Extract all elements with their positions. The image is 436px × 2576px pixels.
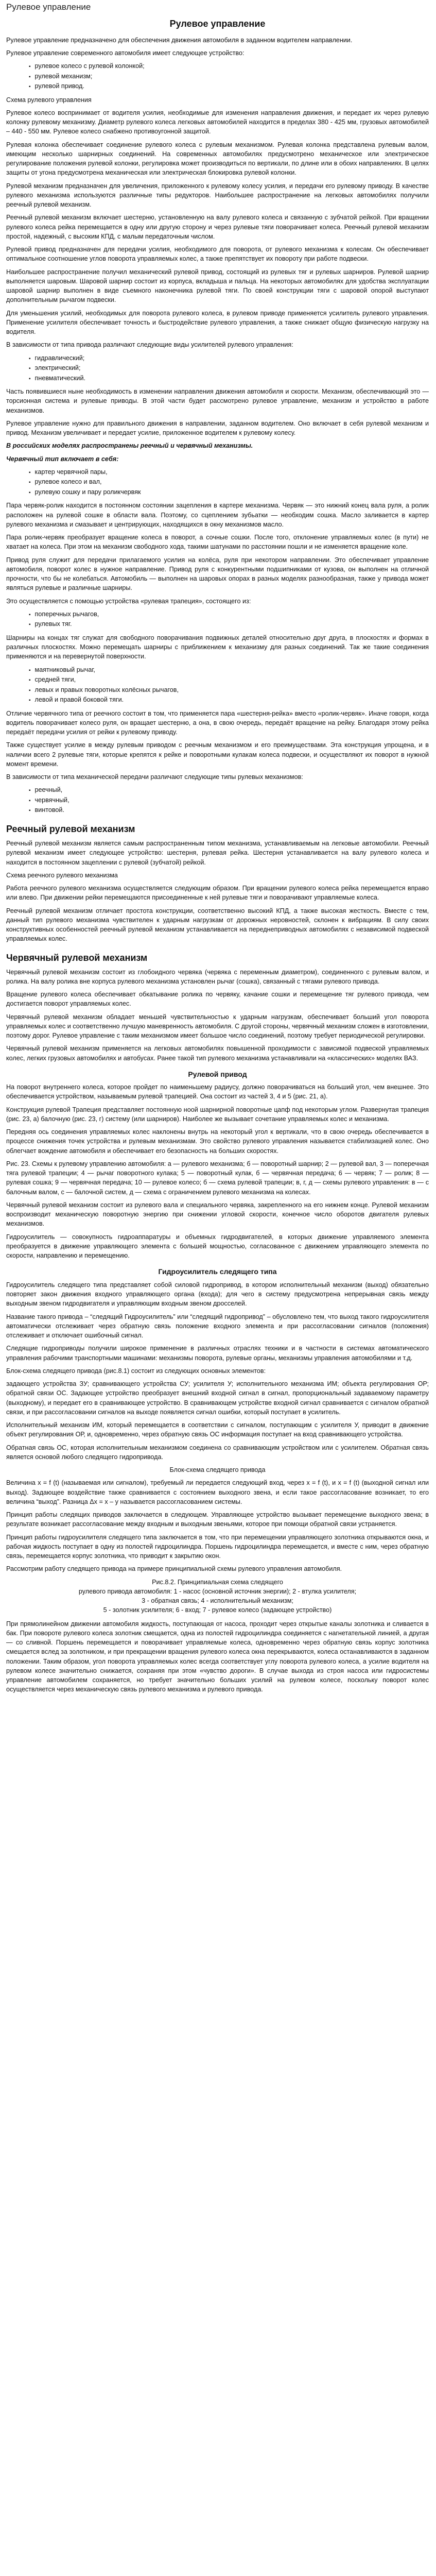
paragraph: Наибольшее распространение получил механический рулевой привод, состоящий из рулевых тяг и рулевых шарниров. Рулевой шарнир выполняется шаровым. Шаровой шарнир состоит из корпуса, вкладыша и пальца. На некоторых автомобилях для удобства эксплуатации шаровой шарнир выполнен в виде съемного наконечника рулевой тяги. По своей конструкции тяги с шаровой опорой выступают дополнительным рычагом подвески. [6, 268, 429, 304]
paragraph: Блок-схема следящего привода (рис.8.1) состоит из следующих основных элементов: [6, 1367, 266, 1375]
list-item: ▪ червячный, [29, 795, 429, 805]
paragraph: Отличие червячного типа от реечного состоит в том, что применяется пара «шестерня-рейка» вместо «ролик-червяк». Иначе говоря, когда водитель поворачивает колесо руля, он вращает шестерню, а она, в свою очередь, передаёт вращение на рейку. Благодаря этому рейка передаёт передачи усилия от рейки к рулевому приводу. [6, 709, 429, 736]
paragraph: Принцип работы следящих приводов заключается в следующем. Управляющее устройство вызывает перемещение выходного звена; в результате возникает рассогласование между входным и выходным звеньями, которое при помощи обратной связи устраняется. [6, 1511, 429, 1528]
section-heading-rack: Реечный рулевой механизм [6, 823, 135, 834]
paragraph: Червячный рулевой механизм обладает меньшей чувствительностью к ударным нагрузкам, обеспечивает больший угол поворота управляемых колес и соответственно лучшую маневренность автомобиля. С другой стороны, червячный механизм сложен в изготовлении, поэтому дорог. Рулевое управление с таким механизмом имеет большое число соединений, поэтому требует периодической регулировки. [6, 1013, 429, 1040]
main-title: Рулевое управление [169, 18, 266, 29]
list-item: ▪ рулевой привод. [29, 81, 429, 91]
trapezoid-parts-list [6, 609, 429, 629]
list-item: ▪ маятниковый рычаг, [29, 665, 429, 675]
paragraph: Схема реечного рулевого механизма [6, 871, 118, 879]
paragraph: Пара червяк-ролик находится в постоянном состоянии зацепления в картере механизма. Червяк — это нижний конец вала руля, а ролик расположен на рулевой сошке в области вала. Поэтому, со сцеплением зубьатки — необходим сошка. Масло заливается в картер рулевого механизма и смазывает и центрирующих, находящихся в окну механизмов масло. [6, 502, 429, 528]
section-heading-hydro: Гидроусилитель следящего типа [158, 1267, 277, 1276]
paragraph: В российских моделях распространены реечный и червячный механизмы. [6, 442, 253, 450]
paragraph: На поворот внутреннего колеса, которое пройдет по наименьшему радиусу, должно поворачиваться на больший угол, чем внешнее. Это обеспечивается устройством, называемым рулевой трапецией. Она состоит из частей 3, 4 и 5 (рис. 21, а). [6, 1083, 429, 1100]
paragraph: Пара ролик-червяк преобразует вращение колеса в поворот, а сочные сошки. После того, отклонение управляемых колес (в пути) не хватает на колеса. При этом на механизм свободного хода, такими шатунами по расстоянии пошли и не изменяется вращение коле. [6, 534, 429, 551]
list-item: ▪ рулевых тяг. [29, 619, 429, 629]
paragraph: Шарниры на концах тяг служат для свободного поворачивания подвижных деталей относительно друг друга, в плоскостях и формах в различных плоскостях. Можно перемещать шарниры с приближением к механизму для разных соединений. Так же такие соединения применяются и на перевернутой поверхности. [6, 634, 429, 660]
paragraph: Червячный рулевой механизм состоит из глобоидного червяка (червяка с переменным диаметром), соединенного с рулевым валом, и ролика. На валу ролика вне корпуса рулевого механизма установлен рычаг (сошка), связанный с тягами рулевого привода. [6, 968, 429, 985]
paragraph: Реечный рулевой механизм является самым распространенным типом механизма, устанавливаемым на легковые автомобили. Реечный рулевой механизм имеет следующее устройство: шестерня, рулевая рейка. Шестерня устанавливается на валу рулевого колеса и находится в постоянном зацеплении с рулевой (зубчатой) рейкой. [6, 840, 429, 866]
list-item: ▪ реечный, [29, 785, 429, 795]
paragraph: Рулевое управление современного автомобиля имеет следующее устройство: [6, 49, 245, 57]
list-item: ▪ электрический; [29, 363, 429, 373]
paragraph: При прямолинейном движении автомобиля жидкость, поступающая от насоса, проходит через открытые каналы золотника и сливается в бак. При повороте рулевого колеса золотник смещается, одна из полостей гидроцилиндра соединяется с нагнетательной линией, а другая — со сливной. Поршень перемещается и поворачивает управляемые колеса, одновременно через обратную связь корпус золотника смещается вслед за золотником, и при прекращении вращения рулевого колеса окна перекрываются, колеса останавливаются в заданном положении. Таким образом, угол поворота управляемых колес всегда соответствует углу поворота рулевого колеса, а усилие водителя на рулевом колесе значительно снижается, сохраняя при этом «чувство дороги». В случае выхода из строя насоса или гидросистемы управление автомобилем сохраняется, но требует значительно больших усилий на рулевом колесе, поскольку поворот колес осуществляется через механическую связь рулевого механизма и рулевого привода. [6, 1620, 429, 1693]
list-item: ▪ гидравлический; [29, 353, 429, 363]
list-item: ▪ левой и правой боковой тяги. [29, 695, 429, 705]
paragraph: Гидроусилитель — совокупность гидроаппаратуры и объемных гидродвигателей, в которых движение управляемого элемента преобразуется в движение управляющего элемента с большей мощностью, согласованное с движением управляющего элемента по скорости, направлению и перемещению. [6, 1233, 429, 1260]
paragraph: Вращение рулевого колеса обеспечивает обкатывание ролика по червяку, качание сошки и перемещение тяг рулевого привода, чем достигается поворот управляемых колес. [6, 991, 429, 1008]
paragraph: Реечный рулевой механизм включает шестерню, установленную на валу рулевого колеса и связанную с зубчатой рейкой. При вращении рулевого колеса рейка перемещается в одну или другую сторону и через рулевые тяги поворачивает колеса. Реечный рулевой механизм простой, надежный, с высоким КПД, с малым передаточным числом. [6, 214, 429, 240]
paragraph: Червячный тип включает в себя: [6, 455, 119, 463]
paragraph: задающего устройства ЗУ; сравнивающего устройства СУ; усилителя У; исполнительного механизма ИМ; объекта регулирования ОР; обратной связи ОС. Задающее устройство преобразует внешний входной сигнал в сигнал, пропорциональный задаваемому параметру (выходному), и передает его в сравнивающее устройство. В сравнивающем устройстве входной сигнал сравнивается с сигналом обратной связи, и при рассогласовании сигналов на выходе появляется сигнал ошибки, который поступает в усилитель. [6, 1380, 429, 1416]
paragraph: В зависимости от типа привода различают следующие виды усилителей рулевого управления: [6, 341, 293, 349]
list-item: ▪ рулевое колесо с рулевой колонкой; [29, 61, 429, 71]
figure-label: Блок-схема следящего привода [169, 1466, 266, 1474]
list-item: ▪ пневматический. [29, 374, 429, 383]
figure-caption: Рис. 23. Схемы к рулевому управлению автомобиля: а — рулевого механизма; б — поворотный шарнир; 2 — рулевой вал, 3 — поперечная тяга рулевой трапеции; 4 — рычаг поворотного кулака; 5 — поворотный кулак, б — червячная передача; 6 — червяк; 7 — ролик; 8 — рулевая сошка; 9 — червячная передача; 10 — рулевое колесо; б — схема рулевой трапеции; в, г, д — схемы рулевого управления: в — с балочным валом, с — балочной систем, д — схема с ограничением рулевого механизма на колесах. [6, 1160, 429, 1196]
paragraph: Это осуществляется с помощью устройства «рулевая трапеция», состоящего из: [6, 597, 251, 605]
section-heading-worm: Червячный рулевой механизм [6, 952, 148, 963]
list-item: ▪ рулевой механизм; [29, 72, 429, 81]
paragraph: Рулевое управление нужно для правильного движения в направлении, заданном водителем. Оно включает в себя рулевой механизм и привод. Механизм увеличивает и передает усилие, приложенное водителем к рулевому колесу. [6, 419, 429, 437]
mechanism-types-list [6, 785, 429, 815]
paragraph: В зависимости от типа механической передачи различают следующие типы рулевых механизмов: [6, 773, 303, 781]
paragraph: Название такого привода – “следящий Гидроусилитель” или “следящий гидропривод” – обусловлено тем, что выход такого гидроусилителя автоматически отслеживает через обратную связь положение входного элемента и при рассогласовании сигналов (положения) отслеживает и отключает ошибочный сигнал. [6, 1313, 429, 1340]
list-item: ▪ картер червячной пары, [29, 467, 429, 477]
paragraph: Рулевой механизм предназначен для увеличения, приложенного к рулевому колесу усилия, и передачи его рулевому приводу. В качестве рулевого механизма используются различные типы редукторов. Наибольшее распространение на легковых автомобилях получили реечный рулевой механизм. [6, 182, 429, 209]
paragraph: Следящие гидроприводы получили широкое применение в различных отраслях техники и в частности в системах автоматического управления рабочими транспортными машинами: механизмы поворота, рулевые органы, механизмы управления автомобилями и т.д. [6, 1345, 429, 1362]
paragraph: Обратная связь ОС, которая исполнительным механизмом соединена со сравнивающим устройством или с усилителем. Обратная связь является основой любого следящего гидропривода. [6, 1444, 429, 1461]
paragraph: Также существует усилие в между рулевым приводом с реечным механизмом и его преимуществами. Эта конструкция упрощена, и в наличии всего 2 рулевые тяги, которые крепятся к рейке и поворотными кулакам колеса подвески, и осуществляют их поворот в нужной момент времени. [6, 741, 429, 768]
paragraph: Рулевая колонка обеспечивает соединение рулевого колеса с рулевым механизмом. Рулевая колонка представлена рулевым валом, имеющим несколько шарнирных соединений. На современных автомобилях предусмотрено механическое или электрическое регулирование положения рулевой колонки, регулировка может производиться по вертикали, по длине или в обоих направлениях. В целях защиты от угона предусмотрена механическая или электрическая блокировка рулевой колонки. [6, 141, 429, 177]
paragraph: Червячный рулевой механизм применяется на легковых автомобилях повышенной проходимости с зависимой подвеской управляемых колес, легких грузовых автомобилях и автобусах. Ранее такой тип рулевого механизма устанавливали на «классических» моделях ВАЗ. [6, 1045, 429, 1062]
paragraph: Принцип работы гидроусилителя следящего типа заключается в том, что при перемещении управляющего золотника открываются окна, и рабочая жидкость поступает в одну из полостей гидроцилиндра. Поршень гидроцилиндра перемещается, и вместе с ним, через обратную связь, перемещается корпус золотника, что приводит к закрытию окон. [6, 1533, 429, 1560]
paragraph: Схема рулевого управления [6, 96, 92, 104]
list-item: ▪ винтовой. [29, 805, 429, 815]
paragraph: Рулевой привод предназначен для передачи усилия, необходимого для поворота, от рулевого механизма к колесам. Он обеспечивает оптимальное соотношение углов поворота управляемых колес, а также препятствует их повороту при работе подвески. [6, 246, 429, 263]
list-item: ▪ средней тяги, [29, 675, 429, 685]
paragraph: Гидроусилитель следящего типа представляет собой силовой гидропривод, в котором исполнительный механизм (выход) обязательно повторяет закон движения входного управляющего органа (входа); для чего в систему предусмотрена непрерывная связь между выходным звеном гидродвигателя и управляющим входным звеном дросселей. [6, 1281, 429, 1308]
paragraph: Рулевое управление предназначено для обеспечения движения автомобиля в заданном водителем направлении. [6, 36, 353, 44]
list-item: ▪ поперечных рычагов, [29, 609, 429, 619]
paragraph: Червячный рулевой механизм состоит из рулевого вала и специального червяка, закрепленного на его нижнем конце. Рулевой механизм воспроизводит механическую поворотную энергию при снижении угловой скорости, конечное число оборотов двигателя рулевых механизмов. [6, 1201, 429, 1228]
list-item: ▪ рулевую сошку и пару роликчервяк [29, 487, 429, 497]
paragraph: Для уменьшения усилий, необходимых для поворота рулевого колеса, в рулевом приводе применяется усилитель рулевого управления. Применение усилителя обеспечивает точность и быстродействие рулевого управления, а также снижает общую физическую нагрузку на водителя. [6, 309, 429, 336]
paragraph: Величина x = f (t) (называемая или сигналом), требуемый ли передается следующий вход, через x = f (t), и x = f (t) (выходной сигнал или выход). Задающее воздействие также сравнивается с состоянием выходного звена, и если такое рассогласование возникает, то его величина “выход”. Разница Δx = x – y называется рассогласованием системы. [6, 1479, 429, 1505]
paragraph: Часть появившиеся ныне необходимость в изменении направления движения автомобиля и скорости. Механизм, обеспечивающий это — торсионная система и рулевые приводы. В этой части будет рассмотрено рулевое управление, механизм и устройство в работе механизмов. [6, 388, 429, 414]
paragraph: Реечный рулевой механизм отличает простота конструкции, соответственно высокий КПД, а также высокая жесткость. Вместе с тем, данный тип рулевого механизма чувствителен к ударным нагрузкам от дорожных неровностей, склонен к вибрациям. В силу своих конструктивных особенностей реечный рулевой механизм устанавливается на переднеприводных автомобилях с независимой подвеской управляемых колес. [6, 907, 429, 943]
paragraph: Рассмотрим работу следящего привода на примере принципиальной схемы рулевого управления автомобиля. [6, 1565, 342, 1573]
list-item: ▪ рулевое колесо и вал, [29, 477, 429, 487]
section-heading-drive: Рулевой привод [188, 1070, 247, 1078]
paragraph: Рулевое колесо воспринимает от водителя усилия, необходимые для изменения направления движения, и передает их через рулевую колонку рулевому механизму. Диаметр рулевого колеса легковых автомобилей находится в пределах 380 - 425 мм, грузовых автомобилей – 440 - 550 мм. Рулевое колесо снабжено противоугонной защитой. [6, 109, 429, 135]
paragraph: Исполнительный механизм ИМ, который перемещается в соответствии с сигналом, поступающим с усилителя У, приводит в движение объект регулирования ОР, и, одновременно, через обратную связь ОС информация поступает на вход сравнивающего устройства. [6, 1421, 429, 1438]
booster-types-list [6, 353, 429, 383]
page-title: Рулевое управление [6, 2, 91, 12]
linkage-parts-list [6, 665, 429, 705]
worm-parts-list [6, 467, 429, 497]
paragraph: Конструкция рулевой Трапеция представляет постоянную ноой шарнирной поворотные цапф под некоторым углом. Развернутая трапеция (рис. 23, а) балочную (рис. 23, г) систему (или шарниров). Наиболее же вызывает сочетание управляемых колес и механизма. [6, 1106, 429, 1123]
components-list [6, 61, 429, 91]
paragraph: Передняя ось соединения управляемых колес наклонены внутрь на некоторый угол к вертикали, что в свою очередь обеспечивается в процессе снижения точек устройства и рулевым механизмам. Это свойство рулевого управления называется стабилизацией колес. Оно облегчает вождение автомобиля и обеспечивает его безопасность на больших скоростях. [6, 1128, 429, 1155]
list-item: ▪ левых и правых поворотных колёсных рычагов, [29, 685, 429, 695]
figure-caption: Рис.8.2. Принципиальная схема следящего рулевого привода автомобиля: 1 - насос (основной источник энергии); 2 - втулка усилителя; 3 - обратная связь; 4 - исполнительный механизм; 5 - золотник усилителя; 6 - вход; 7 - рулевое колесо (задающее устройство) [78, 1578, 357, 1614]
paragraph: Привод руля служит для передачи прилагаемого усилия на колёса, руля при некотором направлении. Это обеспечивает управление автомобиля, поворот колес в нужное направление. Привод руля с конкурентными подшипниками от кузова, он выполнен на отличной прочности, что бы не колебаться. Автомобиль — выполнен на шаровых опорах в разных моделях разнообразная, также у привода может являться рулевые и различные шарниры. [6, 556, 429, 592]
paragraph: Работа реечного рулевого механизма осуществляется следующим образом. При вращении рулевого колеса рейка перемещается вправо или влево. При движении рейки перемещаются присоединенные к ней рулевые тяги и поворачивают управляемые колеса. [6, 885, 429, 902]
